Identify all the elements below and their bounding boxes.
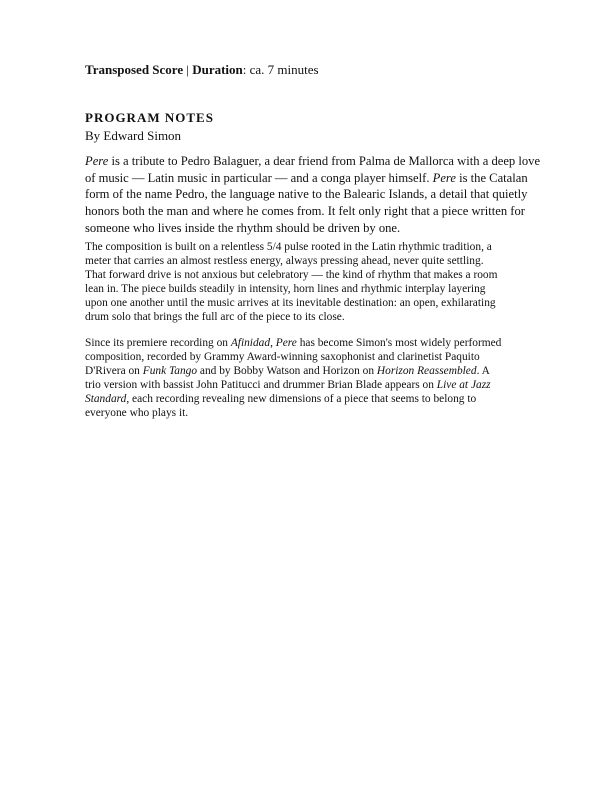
italic-title: Horizon Reassembled xyxy=(376,365,477,377)
text-line xyxy=(85,310,527,324)
text-line xyxy=(85,170,527,187)
text-line xyxy=(85,186,527,203)
italic-title: Pere xyxy=(275,337,297,349)
text-run: form of the name Pedro, the language native to the Balearic Islands, a detail that quietly xyxy=(85,187,528,202)
text-line xyxy=(85,282,527,296)
program-notes-heading: PROGRAM NOTES xyxy=(85,110,214,125)
duration-label: Duration xyxy=(192,62,243,77)
text-run: has become Simon's most widely performed xyxy=(296,337,502,349)
text-run: , each recording revealing new dimensions of a piece that seems to belong to xyxy=(126,393,477,405)
text-line xyxy=(85,240,527,254)
text-line xyxy=(85,364,527,378)
text-run: Since its premiere recording on xyxy=(85,337,231,349)
text-run: is a tribute to Pedro Balaguer, a dear friend from Palma de Mallorca with a deep love xyxy=(108,154,541,168)
text-line xyxy=(85,336,527,350)
meta-separator: | xyxy=(183,62,193,77)
text-line xyxy=(85,203,527,220)
text-line xyxy=(85,153,541,170)
italic-title: Pere xyxy=(85,154,109,168)
text-run: upon one another until the music arrives at its inevitable destination: an open, exhilarating xyxy=(85,297,496,309)
italic-title: Pere xyxy=(432,170,456,185)
text-run: everyone who plays it. xyxy=(85,407,189,419)
italic-title: Live at Jazz xyxy=(436,379,491,391)
text-run: That forward drive is not anxious but celebratory — the kind of rhythm that makes a room xyxy=(85,269,498,281)
italic-title: Funk Tango xyxy=(142,365,198,377)
text-line xyxy=(85,254,527,268)
text-line xyxy=(85,378,527,392)
italic-title: Afinidad xyxy=(230,337,271,349)
text-run: meter that carries an almost restless energy, always pressing ahead, never quite settling. xyxy=(85,255,484,267)
author-byline: By Edward Simon xyxy=(85,128,182,143)
score-meta-line xyxy=(85,62,535,78)
text-line xyxy=(85,220,527,237)
text-run: honors both the man and where he comes from. It felt only right that a piece written for xyxy=(85,204,525,219)
text-run: trio version with bassist John Patitucci and drummer Brian Blade appears on xyxy=(85,379,437,391)
text-run: , xyxy=(270,337,276,349)
text-line xyxy=(85,350,527,364)
text-run: The composition is built on a relentless 5/4 pulse rooted in the Latin rhythmic tradition, a xyxy=(85,241,492,253)
paragraph-1 xyxy=(85,153,541,237)
paragraph-3 xyxy=(85,336,527,420)
text-line xyxy=(85,392,527,406)
text-line xyxy=(85,406,527,420)
text-run: is the Catalan xyxy=(455,170,528,185)
text-run: and by Bobby Watson and Horizon on xyxy=(197,365,377,377)
text-run: lean in. The piece builds steadily in intensity, horn lines and rhythmic interplay layering xyxy=(85,283,486,295)
text-run: composition, recorded by Grammy Award-winning saxophonist and clarinetist Paquito xyxy=(85,351,480,363)
paragraph-2 xyxy=(85,240,527,324)
text-run: of music — Latin music in particular — and a conga player himself. xyxy=(85,170,433,185)
text-run: drum solo that brings the full arc of the piece to its close. xyxy=(85,311,345,323)
italic-title: Standard xyxy=(85,393,127,405)
text-line xyxy=(85,268,527,282)
text-line xyxy=(85,296,527,310)
score-label: Transposed Score xyxy=(85,62,184,77)
duration-value: : ca. 7 minutes xyxy=(242,62,319,77)
text-run: someone who lives inside the rhythm should be driven by one. xyxy=(85,220,401,235)
text-run: . A xyxy=(476,365,490,377)
text-run: D'Rivera on xyxy=(85,365,143,377)
